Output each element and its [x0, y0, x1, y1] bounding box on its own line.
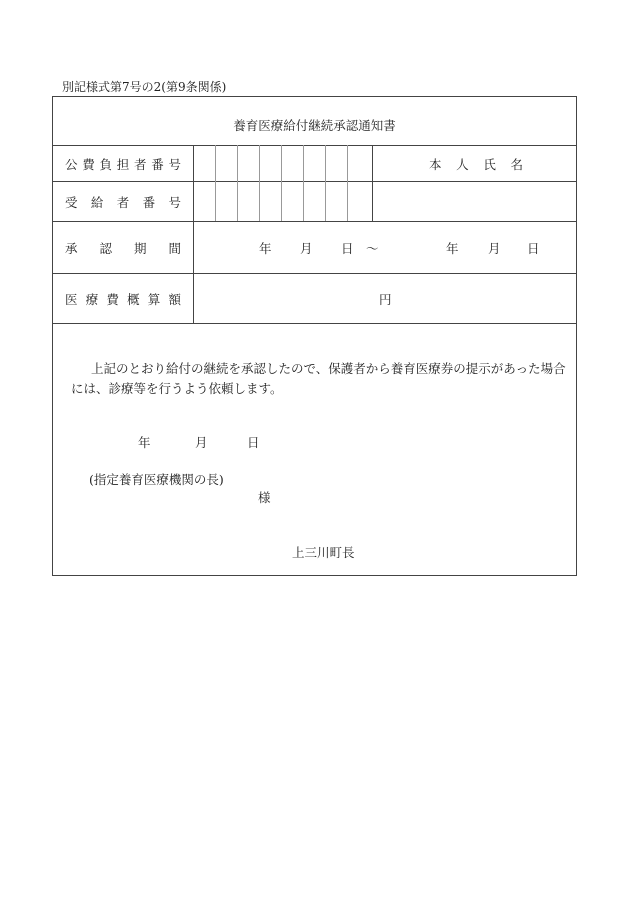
period-to-month: 月 — [488, 241, 501, 256]
digit-box-divider — [325, 145, 326, 221]
form-reference: 別記様式第7号の2(第9条関係) — [62, 80, 227, 94]
column-divider — [372, 145, 373, 221]
approval-period-label: 承認期間 — [65, 241, 181, 256]
form-title: 養育医療給付継続承認通知書 — [233, 118, 396, 133]
digit-box-divider — [237, 145, 238, 221]
period-from-month: 月 — [300, 241, 313, 256]
digit-box-divider — [215, 145, 216, 221]
digit-box-divider — [259, 145, 260, 221]
public-payer-number-label: 公費負担者番号 — [65, 157, 181, 172]
issuer: 上三川町長 — [292, 545, 355, 560]
date-month: 月 — [195, 435, 208, 450]
period-to-day: 日 — [527, 241, 540, 256]
divider — [53, 145, 576, 146]
divider — [53, 181, 576, 182]
column-divider — [193, 145, 194, 323]
person-name-label: 本人氏名 — [429, 157, 523, 172]
body-text: 上記のとおり給付の継続を承認したので、保護者から養育医療券の提示があった場合には、診療等を行うよう依頼します。 — [71, 361, 566, 396]
date-day: 日 — [247, 435, 260, 450]
recipient-number-label: 受給者番号 — [65, 195, 181, 210]
digit-box-divider — [281, 145, 282, 221]
notice-form — [52, 96, 577, 576]
divider — [53, 273, 576, 274]
date-year: 年 — [138, 435, 151, 450]
period-tilde: 〜 — [366, 241, 379, 256]
period-from-year: 年 — [259, 241, 272, 256]
medical-cost-label: 医療費概算額 — [65, 292, 181, 307]
period-to-year: 年 — [446, 241, 459, 256]
yen-unit: 円 — [379, 292, 392, 307]
digit-box-divider — [303, 145, 304, 221]
digit-box-divider — [347, 145, 348, 221]
honorific: 様 — [258, 490, 271, 505]
addressee: (指定養育医療機関の長) — [89, 472, 224, 487]
divider — [53, 221, 576, 222]
divider — [53, 323, 576, 324]
period-from-day: 日 — [341, 241, 354, 256]
